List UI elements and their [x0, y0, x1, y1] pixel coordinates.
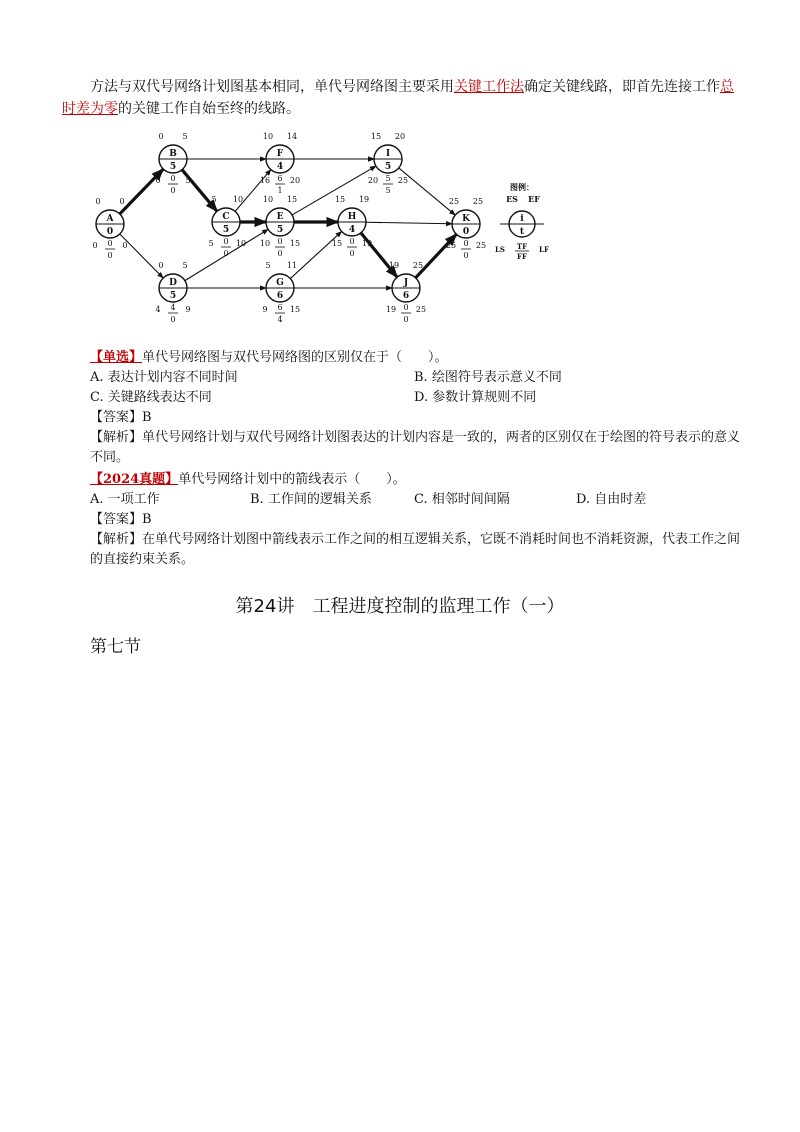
node-D-duration: 5	[169, 291, 177, 301]
question-1	[90, 348, 740, 468]
legend-i: i	[520, 214, 524, 224]
node-J-ff: 0	[403, 315, 409, 324]
node-H-duration: 4	[348, 225, 356, 235]
node-E-tf: 0	[277, 237, 283, 246]
question-2-option-d: D. 自由时差	[576, 492, 647, 507]
node-F-ef: 14	[286, 132, 298, 141]
node-C-duration: 5	[222, 225, 230, 235]
legend-tf: TF	[516, 242, 528, 251]
node-I-lf: 25	[397, 176, 409, 185]
node-K-tf: 0	[463, 239, 469, 248]
node-E-ls: 10	[259, 239, 271, 248]
node-K-lf: 25	[475, 241, 487, 250]
critical-work-method-term: 关键工作法	[454, 79, 524, 95]
node-C-ef: 10	[232, 195, 244, 204]
node-B-ff: 0	[170, 186, 176, 195]
node-J-tf: 0	[403, 303, 409, 312]
node-F-lf: 20	[289, 176, 301, 185]
node-I-duration: 5	[384, 162, 392, 172]
node-H	[332, 195, 372, 258]
zero-total-float-term: 总时差为零	[62, 79, 734, 117]
node-E-es: 10	[262, 195, 274, 204]
node-F-es: 10	[262, 132, 274, 141]
node-E	[260, 195, 300, 258]
node-K-ef: 25	[472, 197, 484, 206]
node-F	[260, 132, 300, 195]
node-K-ls: 25	[445, 241, 457, 250]
node-G-ff: 4	[277, 315, 283, 324]
node-H-lf: 19	[361, 239, 373, 248]
node-J-duration: 6	[402, 291, 410, 301]
question-2-option-a: A. 一项工作	[90, 492, 160, 507]
node-J-label: J	[403, 278, 409, 288]
node-G-tf: 6	[277, 303, 283, 312]
node-C-label: C	[222, 212, 230, 222]
question-2-option-b: B. 工作间的逻辑关系	[250, 492, 372, 507]
legend-es: ES	[506, 194, 518, 204]
node-H-label: H	[347, 212, 357, 222]
node-F-tf: 6	[277, 174, 283, 183]
node-I-es: 15	[370, 132, 382, 141]
node-A-ef: 0	[119, 197, 125, 206]
edge-H-K	[366, 222, 452, 224]
diagram-legend	[495, 182, 549, 261]
legend-lf: LF	[539, 245, 549, 254]
node-D-es: 0	[158, 261, 164, 270]
node-E-lf: 15	[289, 239, 301, 248]
question-1-tag: 【单选】	[90, 350, 143, 365]
node-B-lf: 5	[185, 176, 191, 185]
node-D-ls: 4	[155, 305, 161, 314]
node-G-label: G	[276, 278, 284, 288]
node-F-ff: 1	[277, 186, 283, 195]
node-B-tf: 0	[170, 174, 176, 183]
node-D-lf: 9	[185, 305, 191, 314]
node-C-ff: 0	[223, 249, 229, 258]
node-B-duration: 5	[169, 162, 177, 172]
node-I-ef: 20	[394, 132, 406, 141]
node-K-label: K	[462, 214, 470, 224]
node-E-label: E	[276, 212, 284, 222]
legend-ef: EF	[528, 194, 540, 204]
question-1-option-d: D. 参数计算规则不同	[414, 390, 537, 405]
question-1-stem: 单代号网络图与双代号网络图的区别仅在于（ ）。	[142, 350, 448, 365]
node-B-ls: 0	[155, 176, 161, 185]
intro-text-3: 的关键工作自始至终的线路。	[118, 101, 300, 117]
legend-ff: FF	[517, 252, 527, 261]
node-I-label: I	[385, 149, 391, 159]
node-I	[368, 132, 408, 195]
node-H-ls: 15	[331, 239, 343, 248]
question-1-analysis: 【解析】单代号网络计划与双代号网络计划图表达的计划内容是一致的，两者的区别仅在于绘图的符号表示的意义不同。	[90, 430, 741, 465]
node-K-duration: 0	[462, 227, 470, 237]
node-G-ls: 9	[262, 305, 268, 314]
node-H-es: 15	[334, 195, 346, 204]
question-2-analysis: 【解析】在单代号网络计划图中箭线表示工作之间的相互逻辑关系，它既不消耗时间也不消耗资源，代表工作之间的直接约束关系。	[90, 532, 741, 567]
node-E-duration: 5	[276, 225, 284, 235]
lecture-heading: 第24讲 工程进度控制的监理工作（一）	[235, 596, 565, 617]
node-D-ff: 0	[170, 315, 176, 324]
node-G-duration: 6	[276, 291, 284, 301]
node-F-duration: 4	[276, 162, 284, 172]
question-1-option-a: A. 表达计划内容不同时间	[90, 370, 238, 385]
question-2-option-c: C. 相邻时间间隔	[414, 492, 510, 507]
question-1-option-c: C. 关键路线表达不同	[90, 390, 212, 405]
node-F-label: F	[276, 149, 284, 159]
node-A-lf: 0	[122, 241, 128, 250]
node-A-tf: 0	[107, 239, 113, 248]
node-C-tf: 0	[223, 237, 229, 246]
node-F-ls: 16	[259, 176, 271, 185]
node-C-es: 5	[211, 195, 217, 204]
node-A-duration: 0	[106, 227, 114, 237]
node-A	[92, 197, 127, 260]
legend-t: t	[519, 227, 525, 237]
node-D-ef: 5	[182, 261, 188, 270]
node-G-ef: 11	[286, 261, 298, 270]
question-1-option-b: B. 绘图符号表示意义不同	[414, 370, 562, 385]
node-J-ls: 19	[385, 305, 397, 314]
intro-paragraph	[62, 76, 738, 120]
node-C-lf: 10	[235, 239, 247, 248]
question-2-tag: 【2024真题】	[90, 472, 179, 487]
node-A-label: A	[106, 214, 114, 224]
question-2-answer: 【答案】B	[90, 512, 152, 527]
node-K-es: 25	[448, 197, 460, 206]
node-B-label: B	[169, 149, 177, 159]
node-H-tf: 0	[349, 237, 355, 246]
node-J-ef: 25	[412, 261, 424, 270]
node-H-ff: 0	[349, 249, 355, 258]
node-D	[155, 261, 190, 324]
node-G-lf: 15	[289, 305, 301, 314]
node-A-ls: 0	[92, 241, 98, 250]
node-C-ls: 5	[208, 239, 214, 248]
node-I-tf: 5	[385, 174, 391, 183]
node-H-ef: 19	[358, 195, 370, 204]
legend-title: 图例：	[510, 182, 534, 192]
node-D-tf: 4	[170, 303, 176, 312]
node-A-es: 0	[95, 197, 101, 206]
node-A-ff: 0	[107, 251, 113, 260]
edge-E-I	[289, 166, 379, 215]
node-K-ff: 0	[463, 251, 469, 260]
intro-text-2: 确定关键线路，即首先连接工作	[524, 79, 720, 95]
node-B-es: 0	[158, 132, 164, 141]
legend-ls: LS	[495, 245, 505, 254]
node-K	[446, 197, 486, 260]
node-G-es: 5	[265, 261, 271, 270]
node-B	[155, 132, 190, 195]
question-1-answer: 【答案】B	[90, 410, 152, 425]
question-2-stem: 单代号网络计划中的箭线表示（ ）。	[178, 472, 406, 487]
node-I-ff: 5	[385, 186, 391, 195]
node-I-ls: 20	[367, 176, 379, 185]
node-J-es: 19	[388, 261, 400, 270]
section-title: 第七节	[90, 637, 141, 657]
node-D-label: D	[169, 278, 177, 288]
node-E-ef: 15	[286, 195, 298, 204]
question-2	[90, 470, 740, 570]
single-code-network-diagram	[82, 124, 552, 334]
node-E-ff: 0	[277, 249, 283, 258]
node-J-lf: 25	[415, 305, 427, 314]
node-B-ef: 5	[182, 132, 188, 141]
intro-text-1: 方法与双代号网络计划图基本相同，单代号网络图主要采用	[90, 79, 454, 95]
node-G	[262, 261, 300, 324]
